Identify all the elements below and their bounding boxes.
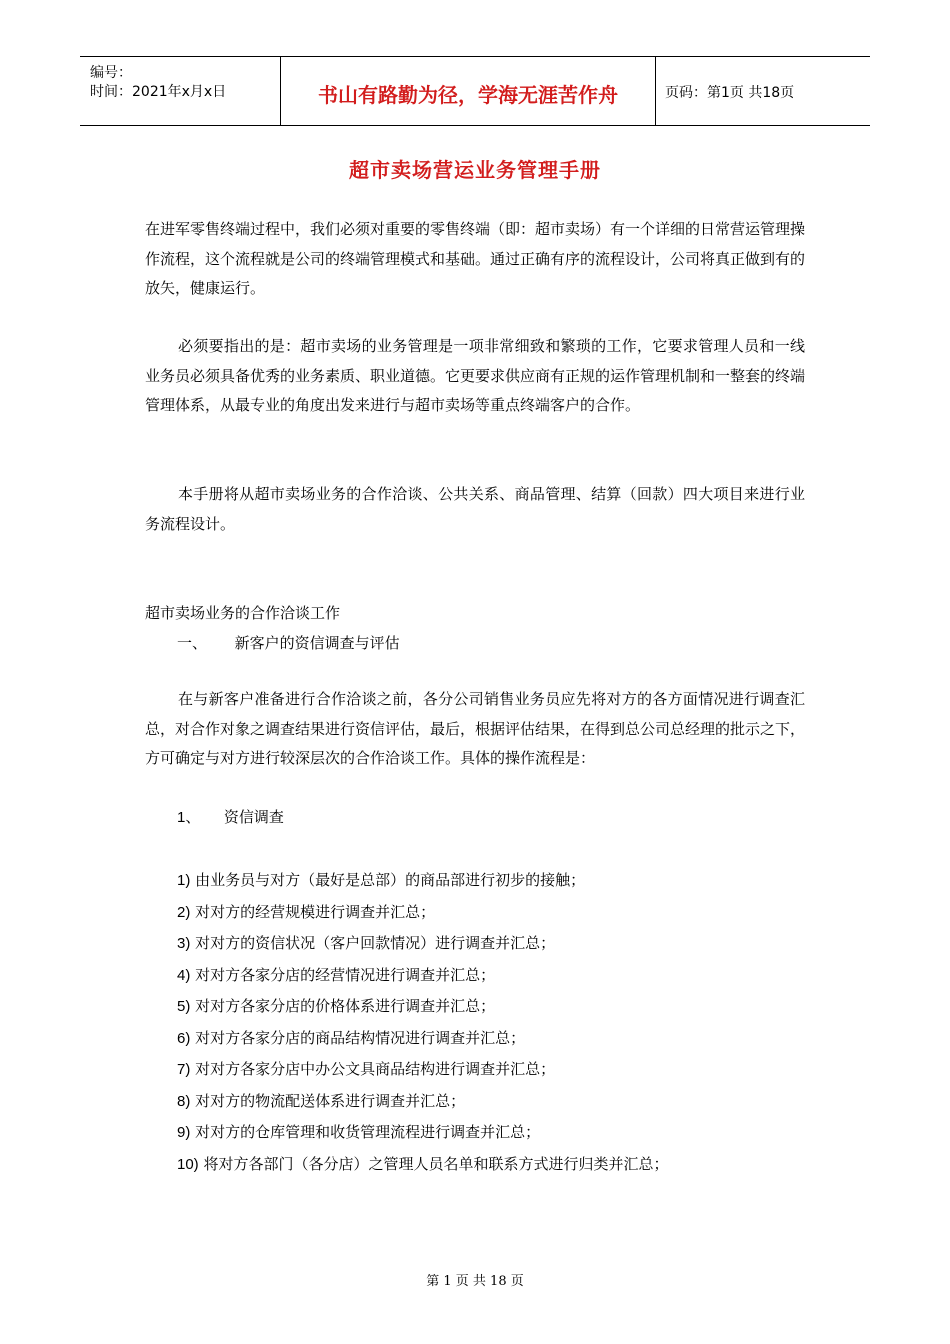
list-item-text: 对对方的经营规模进行调查并汇总；: [195, 902, 436, 921]
list-item-number: 10): [177, 1155, 199, 1173]
paragraph-procedure: 在与新客户准备进行合作洽谈之前，各分公司销售业务员应先将对方的各方面情况进行调查汇总，对合作对象之调查结果进行资信评估，最后，根据评估结果，在得到总公司总经理的批示之下，方可确定与对方进行较深层次的合作洽谈工作。具体的操作流程是：: [145, 690, 806, 767]
list-item-text: 对对方各家分店的价格体系进行调查并汇总；: [195, 997, 496, 1015]
list-item-text: 对对方各家分店的商品结构情况进行调查并汇总；: [195, 1028, 526, 1047]
header-page-info: 页码：第1页 共18页: [665, 85, 795, 101]
paragraph-intro: 在进军零售终端过程中，我们必须对重要的零售终端（即：超市卖场）有一个详细的日常营运管理操作流程，这个流程就是公司的终端管理模式和基础。通过正确有序的流程设计，公司将真正做到有的放矢，健康运行。: [145, 220, 806, 297]
header-motto: 书山有路勤为径，学海无涯苦作舟: [318, 83, 618, 107]
subsection-number: 一、: [177, 634, 208, 652]
list-item: [177, 1117, 668, 1149]
document-number-label: 编号：: [90, 65, 132, 81]
list-item: [177, 1023, 668, 1055]
list-item-number: 8): [177, 1092, 191, 1110]
list-item-text: 对对方的仓库管理和收货管理流程进行调查并汇总；: [195, 1123, 541, 1141]
list-item: [177, 960, 668, 992]
list-item-text: 对对方各家分店中办公文具商品结构进行调查并汇总；: [195, 1060, 556, 1078]
subsection-heading: [177, 632, 400, 653]
list-item-number: 2): [177, 903, 191, 921]
list-item: [177, 1054, 668, 1086]
list-item: [177, 1086, 668, 1118]
investigation-list: [177, 865, 668, 1180]
list-item: [177, 1149, 668, 1181]
header-table: [80, 56, 870, 126]
document-title: 超市卖场营运业务管理手册: [349, 158, 601, 182]
step-heading: [177, 806, 284, 827]
header-motto-cell: [280, 57, 656, 125]
list-item-number: 7): [177, 1061, 191, 1078]
header-page-cell: [655, 57, 870, 125]
subsection-title: 新客户的资信调查与评估: [234, 634, 400, 652]
paragraph-scope: 本手册将从超市卖场业务的合作洽谈、公共关系、商品管理、结算（回款）四大项目来进行业务流程设计。: [145, 485, 805, 533]
list-item-text: 对对方的物流配送体系进行调查并汇总；: [195, 1091, 466, 1110]
step-title: 资信调查: [223, 808, 284, 826]
paragraph-requirements: 必须要指出的是：超市卖场的业务管理是一项非常细致和繁琐的工作，它要求管理人员和一线业务员必须具备优秀的业务素质、职业道德。它更要求供应商有正规的运作管理机制和一整套的终端管理体系，从最专业的角度出发来进行与超市卖场等重点终端客户的合作。: [145, 337, 806, 414]
list-item: [177, 991, 668, 1023]
list-item-text: 对对方各家分店的经营情况进行调查并汇总；: [195, 965, 496, 984]
list-item-number: 5): [177, 998, 191, 1015]
header-meta-cell: [80, 57, 280, 125]
list-item: [177, 865, 668, 897]
list-item-number: 4): [177, 966, 191, 984]
step-number: 1、: [177, 809, 201, 826]
list-item-text: 将对方各部门（各分店）之管理人员名单和联系方式进行归类并汇总；: [203, 1154, 669, 1173]
document-time-label: 时间：2021年x月x日: [90, 84, 227, 100]
list-item-number: 6): [177, 1029, 191, 1047]
list-item: [177, 928, 668, 960]
list-item-number: 3): [177, 935, 191, 952]
list-item-number: 9): [177, 1124, 191, 1141]
section-title: 超市卖场业务的合作洽谈工作: [145, 604, 341, 622]
list-item-number: 1): [177, 872, 191, 889]
list-item-text: 由业务员与对方（最好是总部）的商品部进行初步的接触；: [195, 871, 586, 889]
page-footer: 第 1 页 共 18 页: [426, 1274, 524, 1289]
list-item: [177, 897, 668, 929]
list-item-text: 对对方的资信状况（客户回款情况）进行调查并汇总；: [195, 934, 556, 952]
